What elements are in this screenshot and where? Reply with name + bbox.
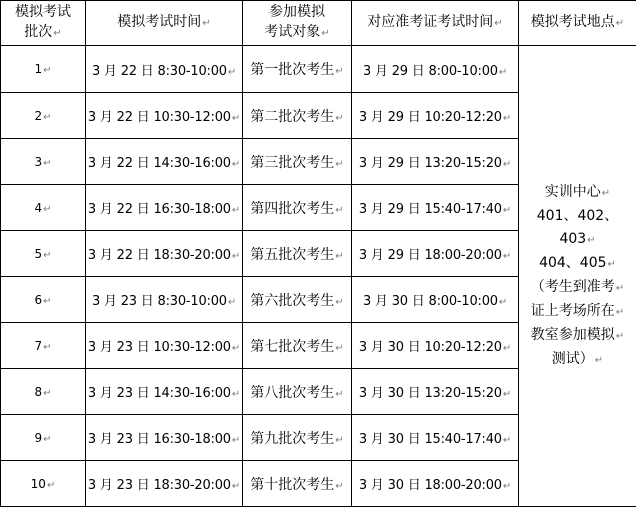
paragraph-mark-icon: ↵ [502,251,512,262]
paragraph-mark-icon: ↵ [231,389,241,400]
paragraph-mark-icon: ↵ [335,112,344,124]
exam-time-cell-text: 3 月 30 日 18:00-20:00 [358,478,502,493]
paragraph-mark-icon: ↵ [231,159,241,170]
batch-cell [1,139,86,185]
mock-time-cell [86,185,243,231]
target-cell-text: 第六批次考生 [250,292,335,309]
paragraph-mark-icon: ↵ [594,354,604,366]
paragraph-mark-icon: ↵ [43,111,52,123]
batch-cell-text: 1 [34,62,43,76]
exam-time-cell-text: 3 月 29 日 8:00-10:00 [362,63,498,79]
header-target-line1: 参加模拟 [269,4,325,20]
header-location [519,1,636,46]
target-cell [243,415,352,461]
paragraph-mark-icon: ↵ [607,258,616,270]
mock-time-cell [86,139,243,185]
paragraph-mark-icon: ↵ [43,341,52,353]
location-line-text: 404、405 [539,254,607,271]
header-target-line2: 考试对象 [264,24,321,40]
paragraph-mark-icon: ↵ [335,296,344,308]
exam-time-cell [352,46,519,93]
batch-cell-text: 7 [34,338,43,353]
batch-cell-text: 2 [34,108,43,123]
header-batch [1,1,86,46]
exam-time-cell [352,461,519,507]
mock-time-cell [86,231,243,277]
exam-time-cell-text: 3 月 30 日 8:00-10:00 [362,294,498,309]
exam-time-cell-text: 3 月 29 日 13:20-15:20 [358,156,502,171]
batch-cell-text: 6 [34,292,43,307]
paragraph-mark-icon: ↵ [335,342,344,354]
paragraph-mark-icon: ↵ [46,479,56,491]
mock-time-cell-text: 3 月 23 日 14:30-16:00 [87,386,231,401]
paragraph-mark-icon: ↵ [335,250,344,262]
paragraph-mark-icon: ↵ [502,113,512,124]
mock-time-cell [86,415,243,461]
paragraph-mark-icon: ↵ [601,187,611,199]
paragraph-mark-icon: ↵ [231,113,241,124]
header-exam-time [352,1,519,46]
target-cell [243,46,352,93]
mock-time-cell-text: 3 月 23 日 8:30-10:00 [91,294,227,309]
table-header-row [1,1,636,46]
paragraph-mark-icon: ↵ [231,205,241,216]
target-cell [243,93,352,139]
location-line-text: 实训中心 [544,183,601,200]
paragraph-mark-icon: ↵ [502,343,512,354]
paragraph-mark-icon: ↵ [43,295,52,307]
paragraph-mark-icon: ↵ [231,343,241,354]
paragraph-mark-icon: ↵ [43,203,52,215]
target-cell-text: 第五批次考生 [250,246,335,263]
batch-cell-text: 5 [34,246,43,261]
mock-time-cell-text: 3 月 22 日 16:30-18:00 [87,202,231,217]
exam-time-cell [352,93,519,139]
location-cell [519,46,636,507]
paragraph-mark-icon: ↵ [502,435,512,446]
location-line [521,205,634,252]
exam-time-cell-text: 3 月 29 日 18:00-20:00 [358,248,502,263]
paragraph-mark-icon: ↵ [335,158,344,170]
target-cell-text: 第十批次考生 [250,476,335,493]
exam-time-cell [352,139,519,185]
target-cell-text: 第二批次考生 [250,108,335,125]
target-cell-text: 第四批次考生 [250,200,335,217]
paragraph-mark-icon: ↵ [502,481,512,492]
target-cell-text: 第三批次考生 [250,154,335,171]
batch-cell-text: 8 [34,384,43,399]
location-line [521,348,634,372]
mock-time-cell [86,461,243,507]
mock-time-cell-text: 3 月 23 日 10:30-12:00 [87,340,231,355]
paragraph-mark-icon: ↵ [227,66,237,78]
paragraph-mark-icon: ↵ [43,249,52,261]
batch-cell [1,93,86,139]
target-cell [243,323,352,369]
exam-time-cell [352,323,519,369]
paragraph-mark-icon: ↵ [335,434,344,446]
target-cell [243,139,352,185]
mock-time-cell-text: 3 月 22 日 8:30-10:00 [91,63,227,79]
paragraph-mark-icon: ↵ [335,388,344,400]
exam-time-cell [352,415,519,461]
mock-time-cell-text: 3 月 23 日 18:30-20:00 [87,478,231,493]
exam-time-cell-text: 3 月 30 日 15:40-17:40 [358,432,502,447]
paragraph-mark-icon: ↵ [53,28,62,39]
mock-time-cell [86,369,243,415]
mock-time-cell-text: 3 月 22 日 18:30-20:00 [87,248,231,263]
header-mock-time-label: 模拟考试时间 [117,14,202,30]
location-line [521,300,634,324]
paragraph-mark-icon: ↵ [43,433,52,445]
mock-time-cell-text: 3 月 22 日 10:30-12:00 [87,110,231,125]
header-exam-time-label: 对应准考证考试时间 [367,14,494,30]
target-cell [243,185,352,231]
paragraph-mark-icon: ↵ [502,205,512,216]
target-cell-text: 第八批次考生 [250,384,335,401]
location-line-text: 证上考场所在 [530,302,615,319]
paragraph-mark-icon: ↵ [231,481,241,492]
location-line-text: 401、402、403 [536,207,619,247]
location-line-text: （考生到准考 [530,278,615,295]
batch-cell-text: 4 [34,200,43,215]
target-cell-text: 第九批次考生 [250,430,335,447]
paragraph-mark-icon: ↵ [43,157,52,169]
exam-time-cell-text: 3 月 30 日 13:20-15:20 [358,386,502,401]
paragraph-mark-icon: ↵ [321,28,330,39]
paragraph-mark-icon: ↵ [43,387,52,399]
mock-time-cell [86,277,243,323]
target-cell [243,369,352,415]
location-line [521,181,634,205]
exam-time-cell [352,231,519,277]
exam-time-cell-text: 3 月 29 日 15:40-17:40 [358,202,502,217]
batch-cell [1,231,86,277]
target-cell-text: 第一批次考生 [250,62,335,78]
paragraph-mark-icon: ↵ [498,66,508,78]
header-location-label: 模拟考试地点 [530,14,615,30]
exam-time-cell-text: 3 月 30 日 10:20-12:20 [358,340,502,355]
paragraph-mark-icon: ↵ [615,282,625,294]
header-mock-time [86,1,243,46]
batch-cell-text: 3 [34,154,43,169]
paragraph-mark-icon: ↵ [231,435,241,446]
paragraph-mark-icon: ↵ [494,18,503,29]
target-cell [243,461,352,507]
paragraph-mark-icon: ↵ [335,66,344,77]
paragraph-mark-icon: ↵ [335,480,344,492]
batch-cell [1,415,86,461]
target-cell [243,231,352,277]
table-row [1,46,636,93]
header-batch-line2: 批次 [24,24,53,40]
batch-cell-text: 10 [30,476,46,491]
location-line-text: 教室参加模拟 [530,326,615,343]
paragraph-mark-icon: ↵ [502,159,512,170]
mock-time-cell [86,323,243,369]
table-body [1,46,636,507]
batch-cell-text: 9 [34,430,43,445]
target-cell-text: 第七批次考生 [250,338,335,355]
batch-cell [1,185,86,231]
mock-time-cell [86,93,243,139]
batch-cell [1,46,86,93]
paragraph-mark-icon: ↵ [202,18,211,29]
paragraph-mark-icon: ↵ [615,18,625,29]
paragraph-mark-icon: ↵ [587,234,596,246]
paragraph-mark-icon: ↵ [502,389,512,400]
header-batch-line1: 模拟考试 [15,4,71,20]
mock-time-cell-text: 3 月 23 日 16:30-18:00 [87,432,231,447]
header-target [243,1,352,46]
exam-time-cell-text: 3 月 29 日 10:20-12:20 [358,110,502,125]
batch-cell [1,323,86,369]
paragraph-mark-icon: ↵ [335,204,344,216]
target-cell [243,277,352,323]
batch-cell [1,277,86,323]
mock-time-cell [86,46,243,93]
exam-time-cell [352,185,519,231]
paragraph-mark-icon: ↵ [615,330,625,342]
batch-cell [1,369,86,415]
paragraph-mark-icon: ↵ [498,297,508,308]
paragraph-mark-icon: ↵ [231,251,241,262]
location-line [521,276,634,300]
paragraph-mark-icon: ↵ [227,297,237,308]
batch-cell [1,461,86,507]
exam-time-cell [352,277,519,323]
paragraph-mark-icon: ↵ [43,65,52,76]
paragraph-mark-icon: ↵ [615,306,625,318]
mock-time-cell-text: 3 月 22 日 14:30-16:00 [87,156,231,171]
location-line [521,324,634,348]
location-line-text: 测试） [551,350,594,367]
location-line [521,252,634,276]
exam-time-cell [352,369,519,415]
